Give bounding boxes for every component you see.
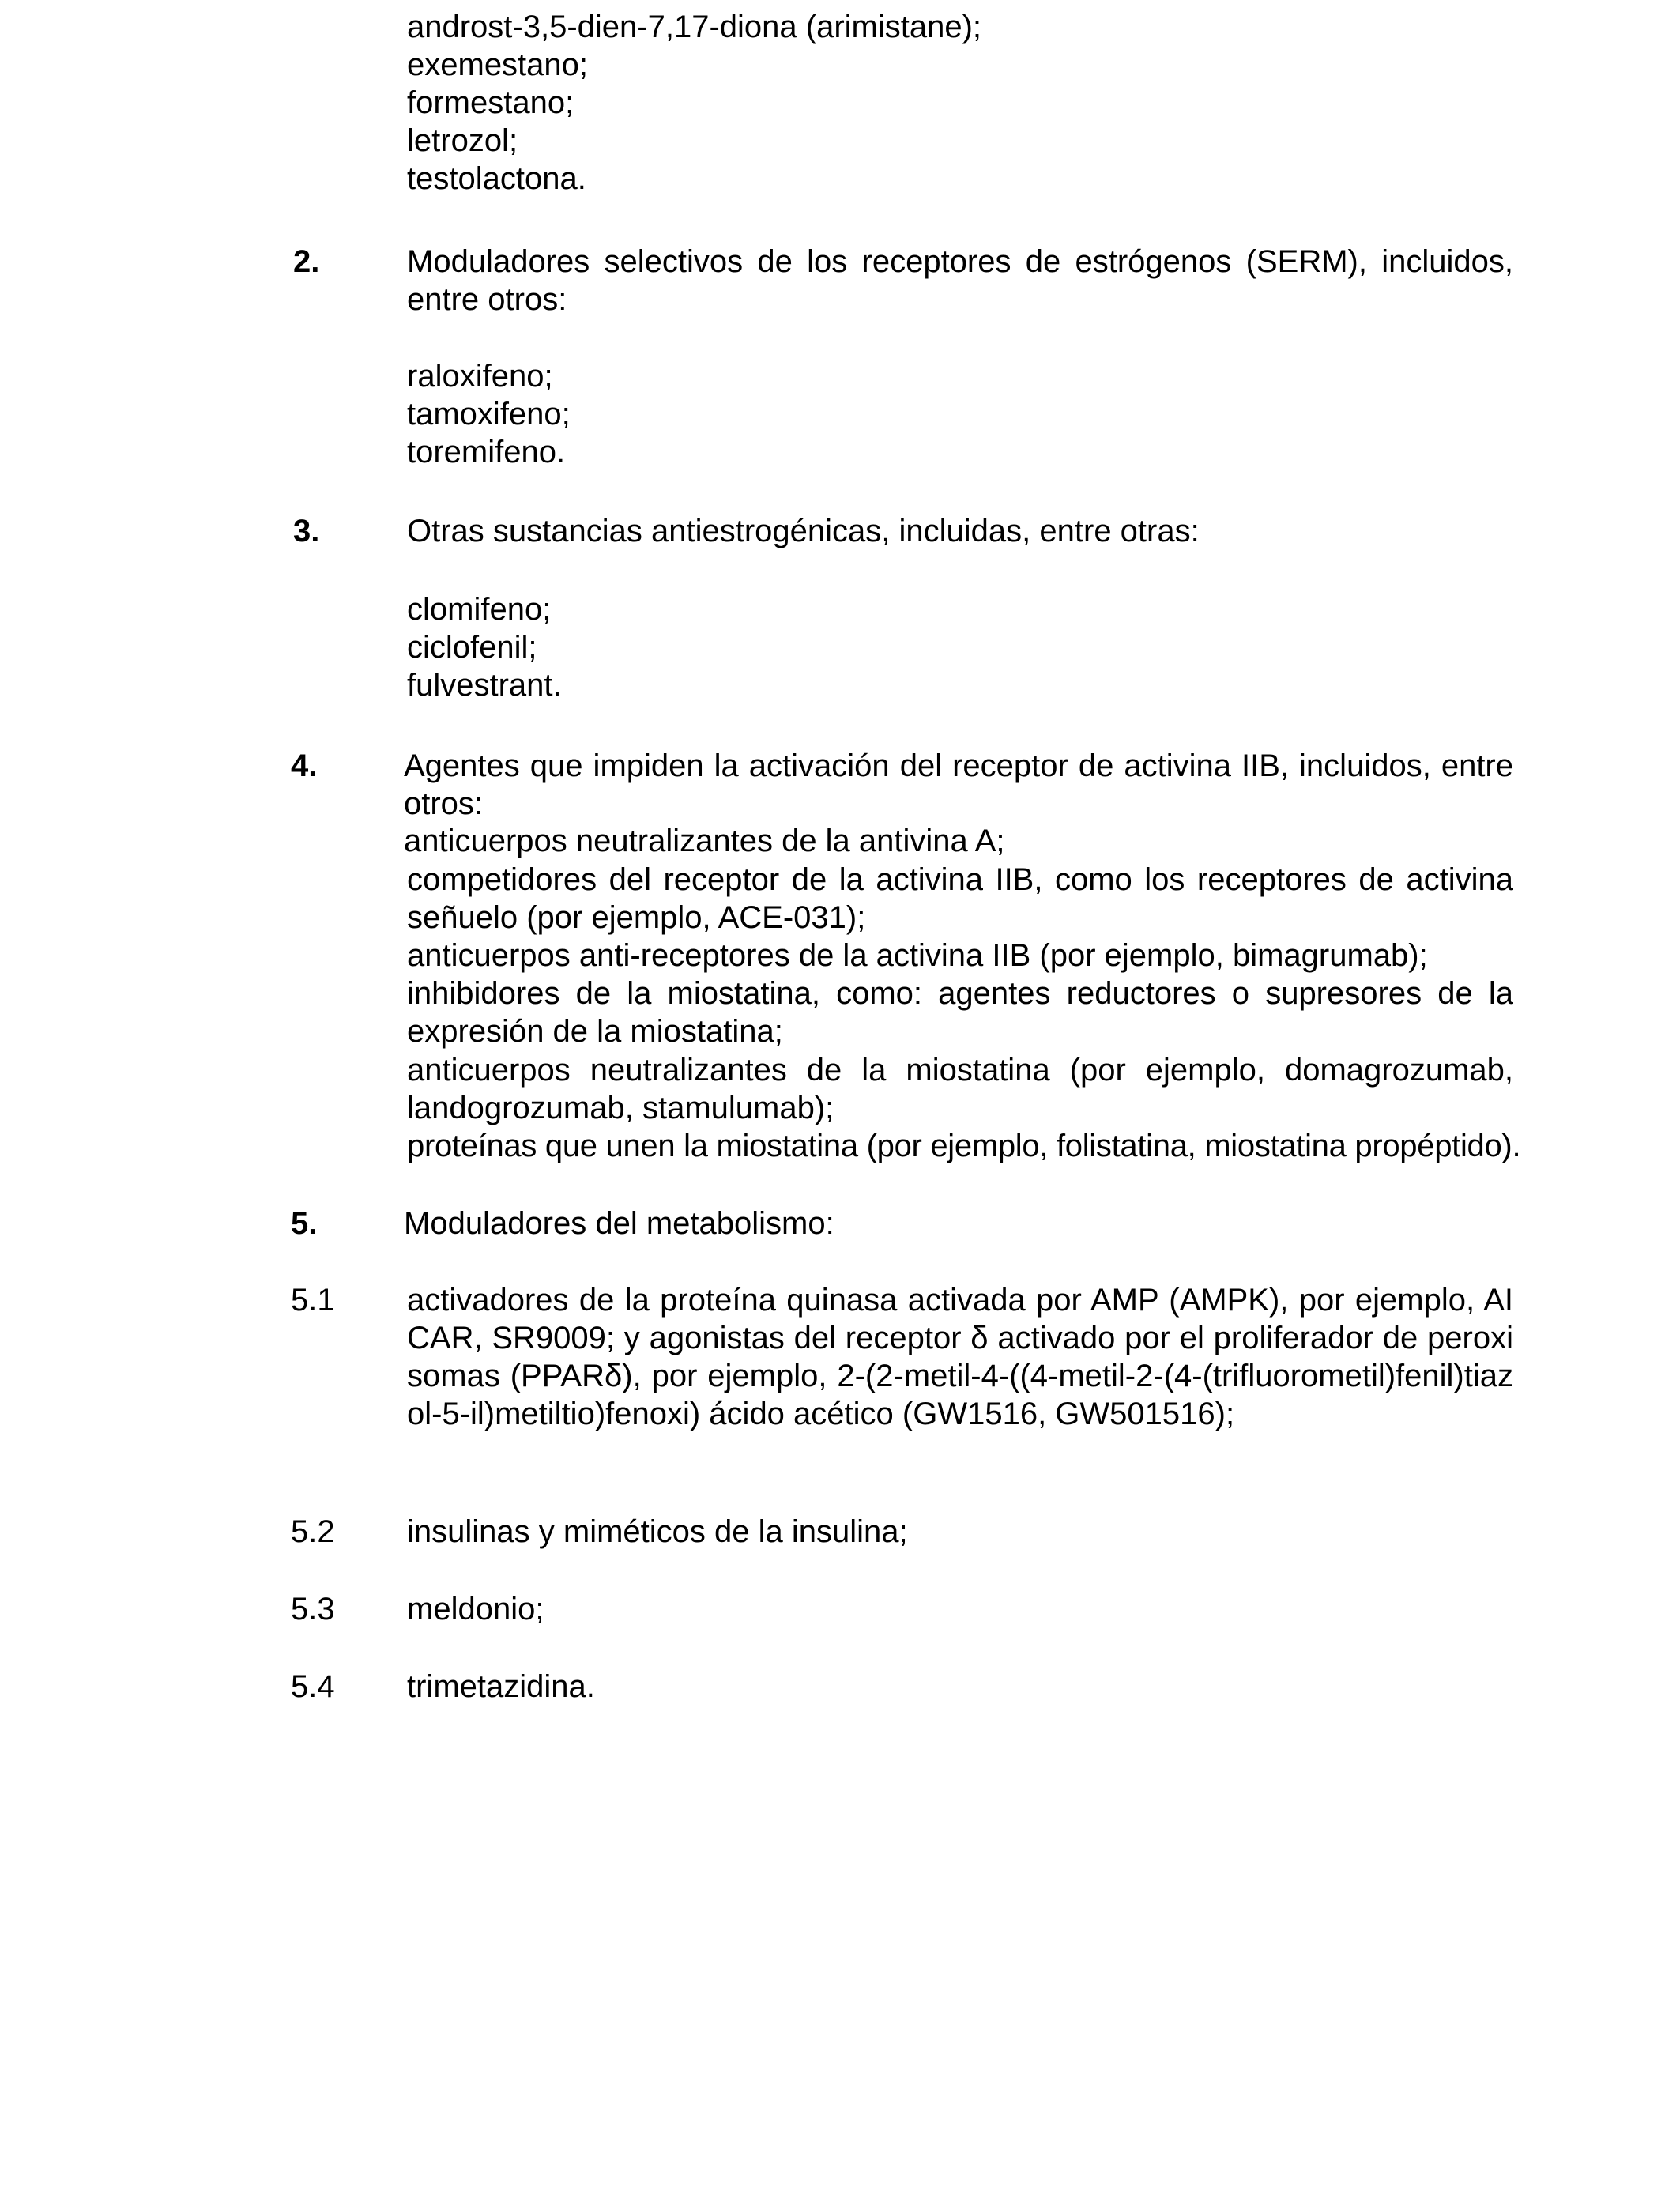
section-4-item-4: inhibidores de la miostatina, como: agentes reductores o supresores de la expresión de la miostatina; <box>407 976 1513 1049</box>
section-heading-4: Agentes que impiden la activación del receptor de activina IIB, incluidos, entre otros: <box>404 748 1513 821</box>
subsection-text-5-1: activadores de la proteína quinasa activada por AMP (AMPK), por ejemplo, AICAR, SR9009; y agonistas del receptor δ activado por el proliferador de peroxisomas (PPARδ), por ejemplo, 2-(2-metil-4-((4-metil-2-(4-(trifluorometil)fenil)tiazol-5-il)metiltio)fenoxi) ácido acético (GW1516, GW501516); <box>407 1283 1513 1431</box>
subsection-number-5-3: 5.3 <box>291 1592 335 1627</box>
section-4-item-2: competidores del receptor de la activina IIB, como los receptores de activina señuelo (por ejemplo, ACE-031); <box>407 862 1513 935</box>
subsection-text-5-4: trimetazidina. <box>407 1669 595 1704</box>
subsection-number-5-4: 5.4 <box>291 1669 335 1704</box>
intro-substance-list <box>407 8 1513 198</box>
section-number-4: 4. <box>291 748 318 783</box>
list-item: testolactona. <box>407 161 586 196</box>
list-item: raloxifeno; <box>407 359 553 394</box>
list-item: letrozol; <box>407 123 518 158</box>
section-number-3: 3. <box>293 514 320 548</box>
section-heading-3: Otras sustancias antiestrogénicas, incluidas, entre otras: <box>407 514 1200 548</box>
section-heading-2: Moduladores selectivos de los receptores de estrógenos (SERM), incluidos, entre otros: <box>407 244 1513 317</box>
list-item: toremifeno. <box>407 435 566 469</box>
list-item: formestano; <box>407 85 574 120</box>
section-2-list <box>407 357 1513 471</box>
section-3-list <box>407 590 1513 704</box>
section-heading-5: Moduladores del metabolismo: <box>404 1206 834 1241</box>
section-4-item-5: anticuerpos neutralizantes de la miostatina (por ejemplo, domagrozumab, landogrozumab, stamulumab); <box>407 1053 1513 1125</box>
list-item: tamoxifeno; <box>407 397 571 432</box>
subsection-number-5-2: 5.2 <box>291 1514 335 1549</box>
list-item: clomifeno; <box>407 592 552 627</box>
section-number-5: 5. <box>291 1206 318 1241</box>
section-4-item-1: anticuerpos neutralizantes de la antivina A; <box>404 824 1005 858</box>
list-item: androst-3,5-dien-7,17-diona (arimistane); <box>407 9 982 44</box>
list-item: fulvestrant. <box>407 668 562 703</box>
section-4-item-3: anticuerpos anti-receptores de la activina IIB (por ejemplo, bimagrumab); <box>407 938 1428 973</box>
subsection-number-5-1: 5.1 <box>291 1283 335 1318</box>
list-item: ciclofenil; <box>407 630 537 665</box>
subsection-text-5-2: insulinas y miméticos de la insulina; <box>407 1514 908 1549</box>
section-number-2: 2. <box>293 244 320 279</box>
subsection-text-5-3: meldonio; <box>407 1592 544 1627</box>
section-4-item-6: proteínas que unen la miostatina (por ejemplo, folistatina, miostatina propéptido). <box>407 1129 1521 1163</box>
list-item: exemestano; <box>407 47 589 82</box>
